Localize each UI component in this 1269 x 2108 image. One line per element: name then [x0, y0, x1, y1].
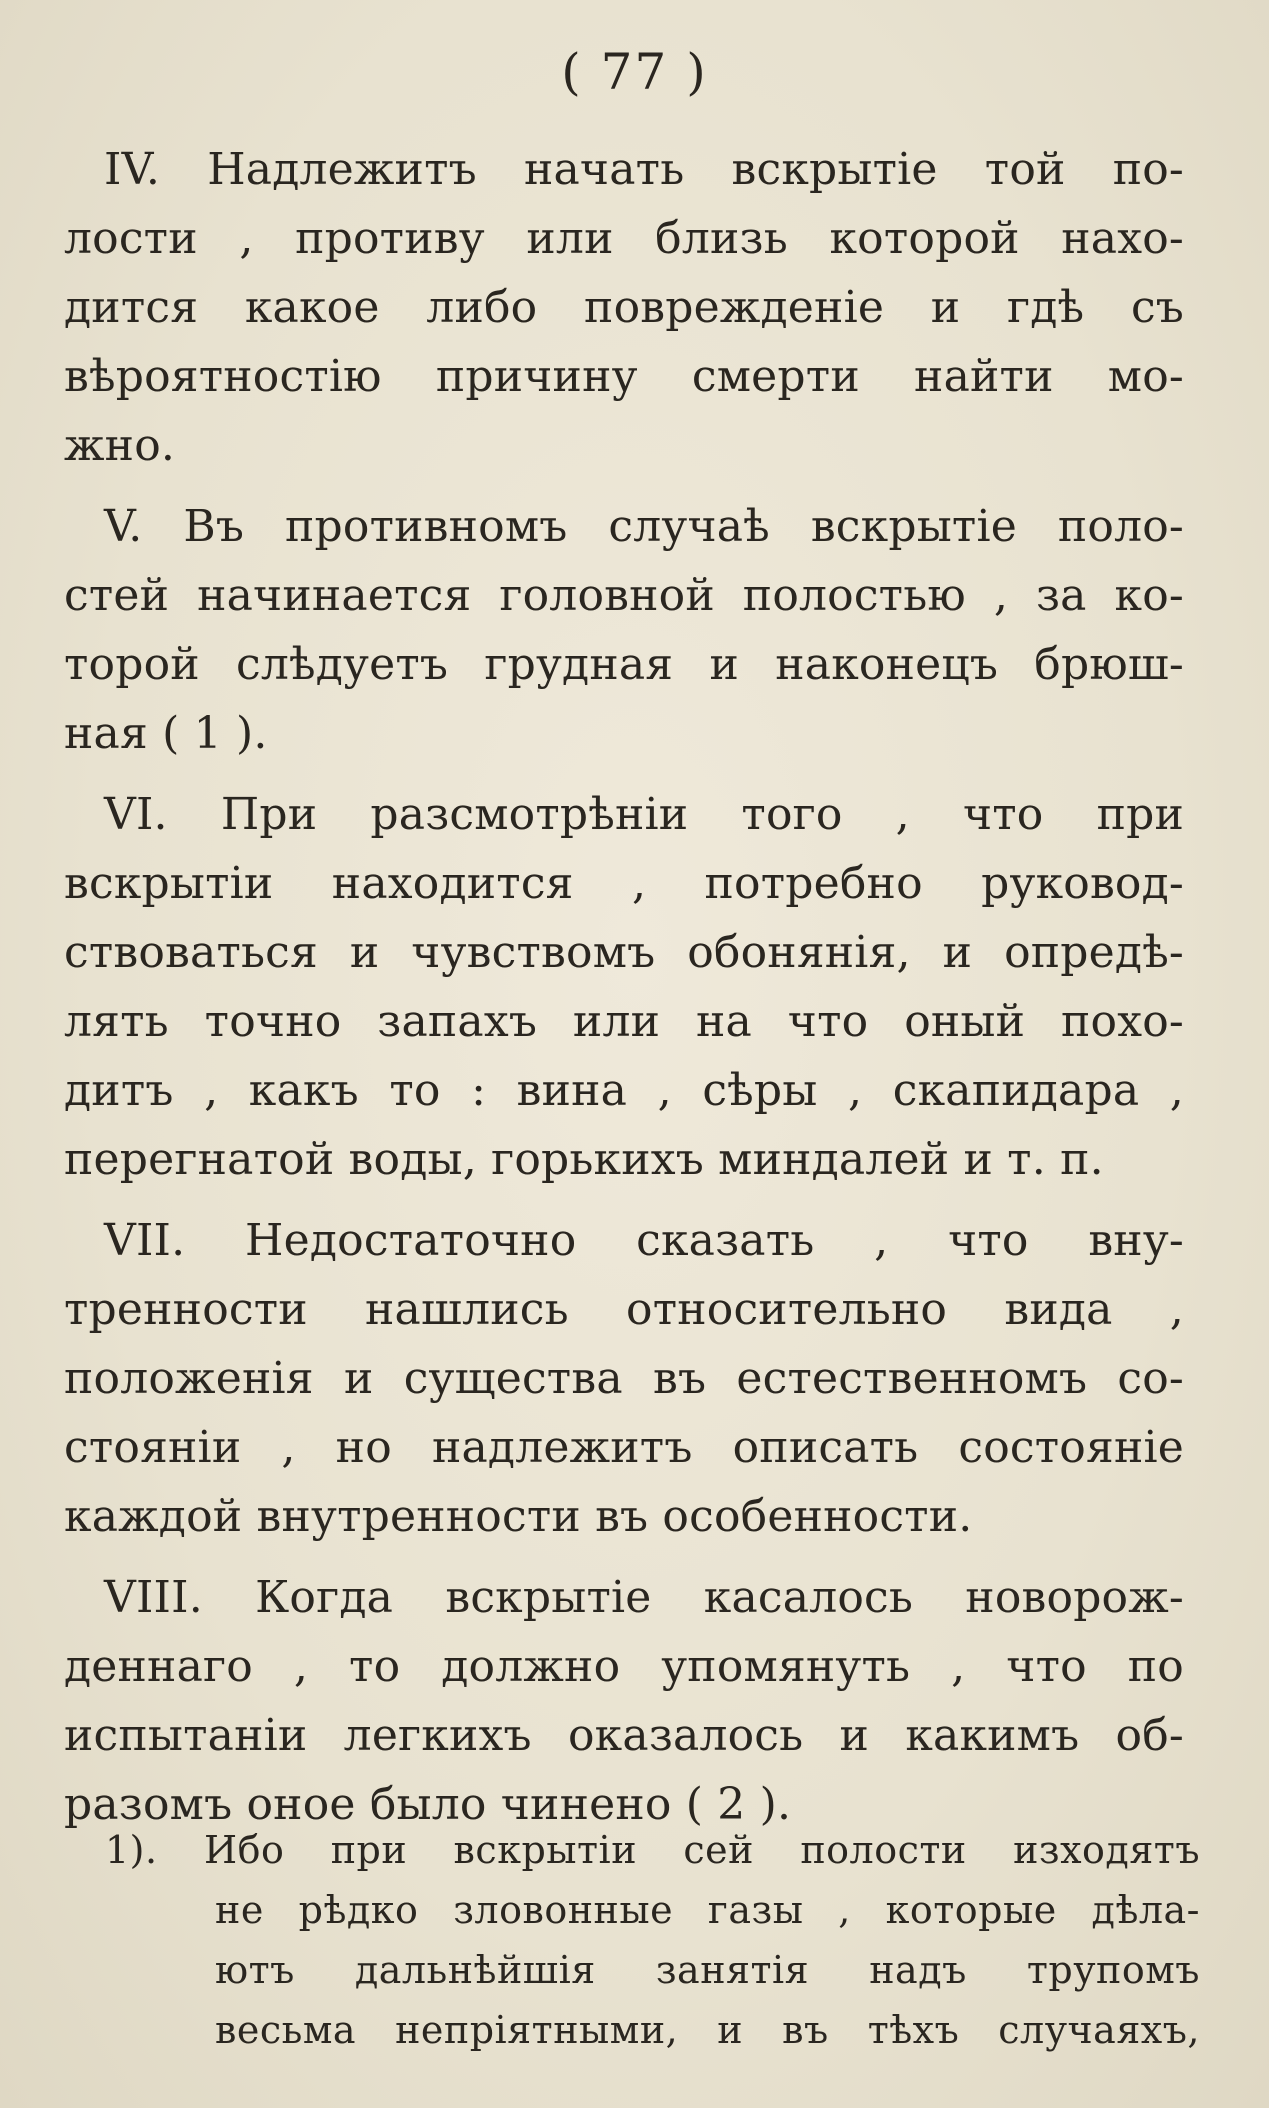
text-line: лости , противу или близь которой нахо-: [64, 213, 1184, 264]
footnote-line: 1). Ибо при вскрытіи сей полости изходятъ: [105, 1828, 1200, 1872]
text-line: тренности нашлись относительно вида ,: [64, 1284, 1184, 1335]
text-line: V. Въ противномъ случаѣ вскрытіе поло-: [104, 501, 1184, 552]
section-iv: [64, 135, 1184, 480]
text-line: стояніи , но надлежитъ описать состояніе: [64, 1422, 1184, 1473]
text-line: торой слѣдуетъ грудная и наконецъ брюш-: [64, 639, 1184, 690]
text-line: лять точно запахъ или на что оный похо-: [64, 996, 1184, 1047]
section-v: [64, 492, 1184, 768]
text-line: ствоваться и чувствомъ обонянія, и опредѣ-: [64, 927, 1184, 978]
footnote-line: не рѣдко зловонные газы , которые дѣла-: [215, 1888, 1200, 1932]
section-vii: [64, 1206, 1184, 1551]
text-line: дитъ , какъ то : вина , сѣры , скапидара ,: [64, 1065, 1184, 1116]
text-line: разомъ оное было чинено ( 2 ).: [64, 1779, 792, 1830]
text-line: VIII. Когда вскрытіе касалось новорож-: [104, 1572, 1184, 1623]
text-line: жно.: [64, 420, 176, 471]
main-text: [64, 135, 1184, 1851]
footnote-line: весьма непріятными, и въ тѣхъ случаяхъ,: [215, 2008, 1200, 2052]
text-line: вѣроятностію причину смерти найти мо-: [64, 351, 1184, 402]
text-line: деннаго , то должно упомянуть , что по: [64, 1641, 1184, 1692]
footnote-line: ютъ дальнѣйшія занятія надъ трупомъ: [215, 1948, 1200, 1992]
text-line: дится какое либо поврежденіе и гдѣ съ: [64, 282, 1184, 333]
section-viii: [64, 1563, 1184, 1839]
text-line: стей начинается головной полостью , за ко-: [64, 570, 1184, 621]
text-line: вскрытіи находится , потребно руковод-: [64, 858, 1184, 909]
text-line: ная ( 1 ).: [64, 708, 268, 759]
text-line: IV. Надлежитъ начать вскрытіе той по-: [104, 144, 1184, 195]
text-line: положенія и существа въ естественномъ со-: [64, 1353, 1184, 1404]
page-number: ( 77 ): [561, 43, 708, 101]
text-line: каждой внутренности въ особенности.: [64, 1491, 973, 1542]
section-vi: [64, 780, 1184, 1194]
footnote: [105, 1820, 1200, 2060]
text-line: перегнатой воды, горькихъ миндалей и т. п.: [64, 1134, 1104, 1185]
text-line: VII. Недостаточно сказать , что вну-: [104, 1215, 1184, 1266]
text-line: VI. При разсмотрѣніи того , что при: [104, 789, 1184, 840]
text-line: испытаніи легкихъ оказалось и какимъ об-: [64, 1710, 1184, 1761]
